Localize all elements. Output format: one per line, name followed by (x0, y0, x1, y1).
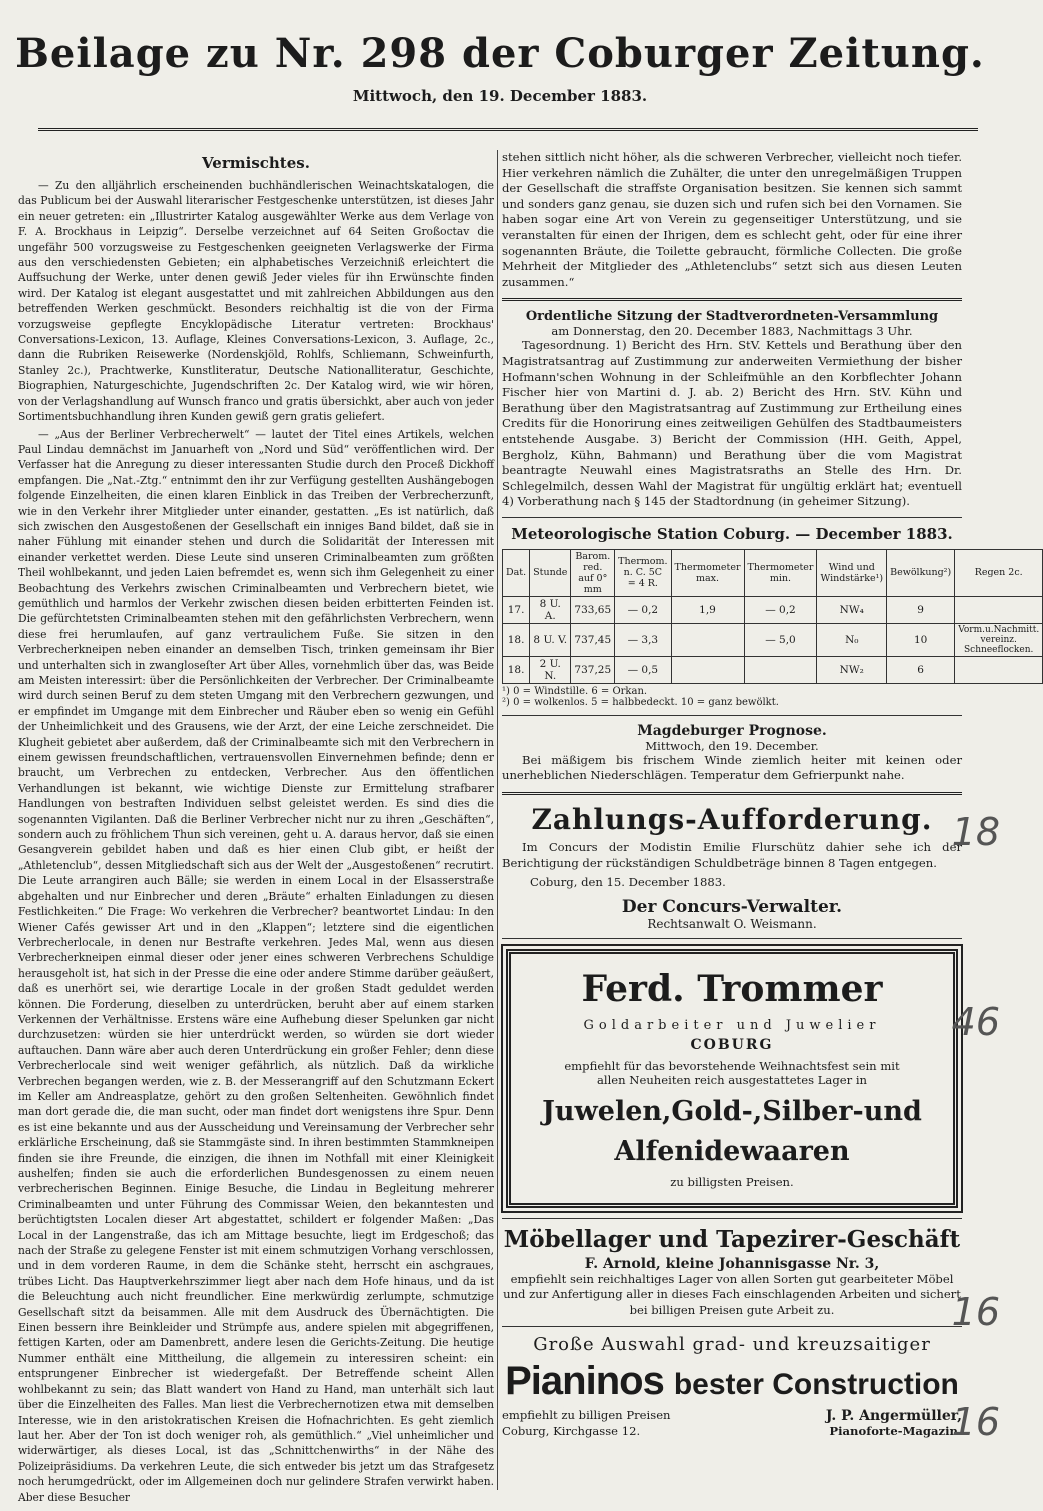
forecast (502, 723, 962, 784)
divider (502, 715, 962, 716)
advert-owner: F. Arnold, kleine Johannisgasse Nr. 3, (584, 1255, 880, 1272)
weather-note: ¹) 0 = Windstille. 6 = Orkan. (502, 685, 648, 697)
payment-heading: Zahlungs-Aufforderung. (531, 803, 933, 837)
article-body (18, 178, 494, 1505)
divider (502, 938, 962, 939)
col-header: Thermometer max. (671, 549, 744, 596)
col-header: Thermometer min. (744, 549, 817, 596)
cell: 8 U. V. (530, 623, 571, 656)
weather-heading: Meteorologische Station Coburg. — December 1883. (511, 524, 953, 543)
article-paragraph: — „Aus der Berliner Verbrecherwelt“ — lautet der Titel eines Artikels, welchen Paul Lindau demnächst im Januarheft von „Nord und Süd“ veröffentlichen wird. Der Verfasser hat die Anregung zu dieser interessanten Studie durch den Proceß Dickhoff empfangen. Die „Nat.-Ztg.“ entnimmt den ihr zur Verfügung gestellten Aushängebogen folgende Einzelheiten, die einen klaren Einblick in das Treiben der Verbrecherzunft, wie in den Verkehr ihrer Mitglieder unter einander, gestatten. „Es ist natürlich, daß sich zwischen den Ausgestoßenen der Gesellschaft ein inniges Band bildet, daß sie in naher Fühlung mit einander stehen und durch die Solidarität der Interessen mit einander verkettet werden. Diese Leute sind unseren Criminalbeamten zum größten Theil wohlbekannt, und jeden Laien befremdet es, wenn sich ihm Gelegenheit zu einer Beobachtung des Verkehrs zwischen Criminalbeamten und Verbrechern bietet, wie gemüthlich und harmlos der Verkehr zwischen diesen beiden erbitterten Feinden ist. Die gefürchtetsten Criminalbeamten stehen mit den gefährlichsten Verbrechern, wenn diese frei herumlaufen, auf ganz vertraulichem Fuße. Sie sitzen in den Verbrecherkneipen neben einander an demselben Tisch, trinken gemeinsam ihr Bier und unterhalten sich in zwangloseſter Art über Alles, vornehmlich über das, was Beide am Meisten interessirt: über die Persönlichkeiten der Verbrecher. Der Criminalbeamte wird durch seinen Beruf zu dem steten Umgang mit den Verbrechern gezwungen, und er empfindet im Umgange mit dem Einbrecher und Räuber eben so wenig ein Gefühl der Unheimlichkeit und des Grausens, wie der Arzt, der eine Leiche zerschneidet. Die Klugheit gebietet aber außerdem, daß der Criminalbeamte sich mit den Verbrechern in einem gewissen freundschaftlichen, vertrauensvollen Einvernehmen befinde; denn er braucht, um Verbrechen zu entdecken, Verbrecher. Aus den öffentlichen Verhandlungen ist bekannt, wie wichtige Dienste zur Ermittelung strafbarer Handlungen von bestraften Individuen selbst geleistet werden. Es sind dies die sogenannten Vigilanten. Daß die Berliner Verbrecher nicht nur zu ihren „Geschäften“, sondern auch zu fröhlichem Thun sich vereinen, geht u. A. daraus hervor, daß sie einen Gesangverein gebildet haben und daß es hier einen Club gibt, er heißt der „Athletenclub“, dessen Mitgliedschaft sich aus der Welt der „Ausgestoßenen“ recrutirt. Die Leute arrangiren auch Bälle; sie werden in einem Local in der Elsasserstraße abgehalten und nur Einbrecher und deren „Bräute“ erhalten Einladungen zu diesen Festlichkeiten.“ Die Frage: Wo verkehren die Verbrecher? beantwortet Lindau: In den Wiener Cafés gewisser Art und in den „Klappen“; letztere sind die eigentlichen Verbrecherlocale, in denen nur Bestrafte verkehren. Jedes Mal, wenn aus diesen Verbrecherkneipen einmal dieser oder jener eines schweren Verbrechens Schuldige herausgeholt ist, hat sich in der Presse die eine oder andere Stimme darüber geäußert, daß es unerhört sei, wie derartige Locale in der großen Stadt geduldet werden können. Die Forderung, dieselben zu unterdrücken, beruht aber auf einem starken Verkennen der Verhältnisse. Erstens wäre eine Aufhebung dieser Spelunken gar nicht durchzusetzen: würden sie hier unterdrückt werden, so würden sie dort wieder auftauchen. Dann wäre aber auch deren Unterdrückung ein großer Fehler; denn diese Verbrecherlocale sind weit weniger gefährlich, als nützlich. Daß da wirkliche Verbrechen begangen werden, wie z. B. der Messerangriff auf den Schutzmann Eckert im Keller am Andreasplatze, gehört zu den großen Seltenheiten. Gewöhnlich findet man dort gerade die, die man sucht, oder man findet dort wenigstens ihre Spur. Denn es ist eine bekannte und aus der Ausscheidung und Vereinsamung der Verbrecher sehr erklärliche Erscheinung, daß sie Stammgäste sind. In ihren bestimmten Stammkneipen finden sie ihre Freunde, die einzigen, die ihnen im Nothfall mit einer Kleinigkeit aushelfen; finden sie auch die erforderlichen Bundesgenossen zu einem neuen verbrecherischen Beginnen. Einige Besuche, die Lindau in Begleitung mehrerer Criminalbeamten und unter Führung des Commissar Weien, den bekanntesten und berüchtigtsten Localen dieser Art abgestattet, schildert er folgender Maßen: „Das Local in der Langenstraße, das ich am Mittage besuchte, liegt im Erdgeschoß; das nach der Straße zu gelegene Fenster ist mit einem schmutzigen Vorhang verschlossen, und in dem vorderen Raume, in dem die Schänke steht, herrscht ein aschgraues, trübes Licht. Das Hauptverkehrszimmer liegt aber nach dem Hofe hinaus, und da ist die Beleuchtung auch nicht freundlicher. Eine merkwürdig zerlumpte, schmutzige Gesellschaft sitzt da beisammen. Alle mit dem Ausdruck des Übernächtigten. Die Einen bessern ihre Beinkleider und Strümpfe aus, andere spielen mit abgegriffenen, fettigen Karten, oder am Damenbrett, andere lesen die Gerichts-Zeitung. Die heutige Nummer enthält eine Mittheilung, die allgemein zu interessiren scheint: ein entsprungener Einbrecher ist wiedergefaßt. Der Betreffende scheint Allen wohlbekannt zu sein; das Blatt wandert von Hand zu Hand, man unterhält sich laut über die Einzelheiten des Falles. Man liest die Verbrechernotizen etwa mit demselben Interesse, wie in den aristokratischen Kreisen die Hofnachrichten. Es geht ziemlich laut her. Aber der Ton ist doch weniger roh, als gemüthlich.“ „Viel unheimlicher und widerwärtiger, als dieses Local, ist das „Schnittchenwirths“ in der Nähe des Polizeipräsidiums. Da verkehren Leute, die sich entweder bis jetzt um das Strafgesetz noch herumgedrückt, oder im Allgemeinen doch nur gelindere Strafen verwirkt haben. Aber diese Besucher (18, 427, 494, 1504)
column-divider (497, 150, 498, 1490)
cell: — 0,2 (615, 596, 671, 623)
cell (955, 656, 1043, 683)
advert-address: Coburg, Kirchgasse 12. (502, 1423, 641, 1438)
article-paragraph: — Zu den alljährlich erscheinenden buchhändlerischen Weinachtskatalogen, die das Publicum bei der Auswahl literarischer Festgeschenke unterstützen, ist dieses Jahr ein neuer getreten: ein „Illustrirter Katalog ausgewählter Werke aus dem Verlage von F. A. Brockhaus in Leipzig“. Derselbe verzeichnet auf 64 Seiten Großoctav die ungefähr 500 vorzugsweise zu Festgeschenken geeigneten Verlagswerke der Firma aus den verschiedensten Gebieten; ein alphabetisches Verzeichniß erleichtert die Auffsuchung der Werke, unter denen gewiß Jeder vieles für ihn Erwünschte finden wird. Der Katalog ist elegant ausgestattet und mit zahlreichen Abbildungen aus den betreffenden Werken geschmückt. Besonders reichhaltig ist die von der Firma vorzugsweise gepflegte Encyklopädische Literatur vertreten: Brockhaus' Conversations-Lexicon, 13. Auflage, Kleines Conversations-Lexicon, 3. Auflage, 2c., dann die Rubriken Reisewerke (Nordenskjöld, Rohlfs, Schliemann, Schweinfurth, Stanley 2c.), Prachtwerke, Kunstliteratur, Deutsche Nationalliteratur, Geschichte, Biographien, Naturgeschichte, Jugendschriften 2c. Der Katalog wird, wie wir hören, von der Verlagshandlung auf Wunsch franco und gratis übersichkt, aber auch von jeder Sortimentsbuchhandlung ihren Kunden gewiß gern gratis geliefert. (18, 179, 494, 424)
advert-footer (502, 1408, 962, 1424)
table-row (503, 623, 1043, 656)
article-continuation: stehen sittlich nicht höher, als die schweren Verbrecher, vielleicht noch tiefer. Hier verkehren nämlich die Zuhälter, die unter den unregelmäßigen Truppen der Gesellschaft die straffste Organisation besitzen. Sie kennen sich sammt und sonders ganz genau, sie duzen sich und rufen sich bei den Vornamen. Sie haben sogar eine Art von Verein zu gegenseitiger Unterstützung, und sie veranstalten für einen der Ihrigen, dem es schlecht geht, oder für eine ihrer sogenannten Bräute, die Toilette gebraucht, förmliche Collecten. Die große Mehrheit der Mitglieder des „Athletenclubs“ setzt sich aus diesen Leuten zusammen.“ (502, 150, 962, 289)
section-heading: Vermischtes. (202, 154, 310, 172)
masthead-rule (38, 128, 978, 131)
advert-goods: Alfenidewaaren (614, 1135, 850, 1167)
cell: NW₄ (817, 596, 887, 623)
col-header: Thermom. n. C. 5C = 4 R. (615, 549, 671, 596)
cell: Vorm.u.Nachmitt. vereinz. Schneeflocken. (955, 623, 1043, 656)
advert-shop: Pianoforte-Magazin. (829, 1423, 962, 1438)
council-date: am Donnerstag, den 20. December 1883, Nachmittags 3 Uhr. (551, 324, 913, 339)
advert-line: empfiehlt für das bevorstehende Weihnachtsfest sein mit (564, 1058, 900, 1073)
col-header: Barom. red. auf 0° mm (571, 549, 615, 596)
newspaper-title: Beilage zu Nr. 298 der Coburger Zeitung. (15, 30, 985, 77)
cell: — 3,3 (615, 623, 671, 656)
council-heading: Ordentliche Sitzung der Stadtverordneten-Versammlung (525, 309, 939, 325)
col-header: Stunde (530, 549, 571, 596)
advert-heading: Möbellager und Tapezirer-Geschäft (503, 1225, 961, 1253)
col-header: Bewölkung²) (887, 549, 955, 596)
payment-lawyer: Rechtsanwalt O. Weismann. (647, 916, 817, 931)
divider (502, 298, 962, 301)
piano-advert (502, 1334, 962, 1438)
cell (744, 656, 817, 683)
cell: — 0,5 (615, 656, 671, 683)
arnold-advert (502, 1226, 962, 1319)
margin-note: 18 (951, 810, 1000, 854)
cell (955, 596, 1043, 623)
payment-text: Im Concurs der Modistin Emilie Flurschütz dahier sehe ich der Berichtigung der rückständigen Schuldbeträge binnen 8 Tagen entgegen. (502, 840, 962, 870)
advert-line: allen Neuheiten reich ausgestattetes Lager in (596, 1072, 868, 1087)
cell: 737,25 (571, 656, 615, 683)
col-header: Wind und Windstärke¹) (817, 549, 887, 596)
cell: NW₂ (817, 656, 887, 683)
cell: N₀ (817, 623, 887, 656)
margin-note: 46 (951, 1000, 1000, 1044)
advert-big: Pianinos (505, 1358, 664, 1403)
cell: 737,45 (571, 623, 615, 656)
council-notice (502, 309, 962, 510)
divider (502, 1218, 962, 1219)
cell: 17. (503, 596, 530, 623)
payment-place: Coburg, den 15. December 1883. (530, 875, 726, 890)
margin-note: 16 (951, 1400, 1000, 1444)
cell: 733,65 (571, 596, 615, 623)
advert-goods: Juwelen,Gold-,Silber-und (542, 1095, 922, 1127)
forecast-heading: Magdeburger Prognose. (637, 722, 827, 739)
cell: 1,9 (671, 596, 744, 623)
advert-name: Ferd. Trommer (581, 967, 883, 1010)
cell: 8 U. A. (530, 596, 571, 623)
advert-big-sub: bester Construction (673, 1367, 959, 1401)
forecast-text: Bei mäßigem bis frischem Winde ziemlich heiter mit keinen oder unerheblichen Niederschlägen. Temperatur dem Gefrierpunkt nahe. (502, 752, 962, 783)
advert-price: zu billigsten Preisen. (670, 1174, 794, 1189)
advert-text: empfiehlt sein reichhaltiges Lager von allen Sorten gut gearbeiteter Möbel und zur Anfertigung aller in dieses Fach einschlagenden Arbeiten und sichert bei billigen Preisen gute Arbeit zu. (503, 1271, 961, 1318)
cell: — 0,2 (744, 596, 817, 623)
advert-seller: J. P. Angermüller, (825, 1407, 962, 1424)
cell (671, 623, 744, 656)
weather-table (502, 549, 1043, 684)
margin-note: 16 (951, 1290, 1000, 1334)
advert-trade: Goldarbeiter und Juwelier (583, 1017, 881, 1033)
cell: 10 (887, 623, 955, 656)
divider (502, 792, 962, 795)
cell: 9 (887, 596, 955, 623)
issue-date: Mittwoch, den 19. December 1883. (352, 87, 648, 105)
col-header: Regen 2c. (955, 549, 1043, 596)
left-column (18, 150, 494, 1504)
masthead (0, 30, 1000, 105)
divider (502, 1326, 962, 1327)
advert-line: Große Auswahl grad- und kreuzsaitiger (533, 1333, 931, 1355)
advert-city: COBURG (690, 1036, 774, 1053)
table-row (503, 656, 1043, 683)
cell: 2 U. N. (530, 656, 571, 683)
advert-headline (502, 1359, 962, 1404)
weather-report (502, 524, 1040, 708)
col-header: Dat. (503, 549, 530, 596)
payment-signature: Der Concurs-Verwalter. (621, 896, 843, 917)
weather-note: ²) 0 = wolkenlos. 5 = halbbedeckt. 10 = ganz bewölkt. (502, 696, 779, 708)
forecast-date: Mittwoch, den 19. December. (645, 738, 819, 753)
cell (671, 656, 744, 683)
trommer-advert (506, 949, 958, 1208)
advert-footer (502, 1424, 962, 1438)
council-agenda: Tagesordnung. 1) Bericht des Hrn. StV. Kettels und Berathung über den Magistratsantrag auf Zustimmung zur anderweiten Vermiethung der bisher Hofmann'schen Wohnung in der Schleifmühle an den Korbflechter Johann Fischer hier von Martini d. J. ab. 2) Bericht des Hrn. StV. Kühn und Berathung über den Magistratsantrag auf Zustimmung zur Ertheilung eines Credits für die Honorirung eines zeitweiligen Gehülfen des Stadtbaumeisters entstehende Ausgabe. 3) Bericht der Commission (HH. Geith, Appel, Bergholz, Kühn, Bahmann) und Berathung über die vom Magistrat beantragte Neuwahl eines Magistratsraths an Stelle des Hrn. Dr. Schlegelmilch, dessen Wahl der Magistrat für ungültig erklärt hat; eventuell 4) Vorberathung nach § 145 der Stadtordnung (in geheimer Sitzung). (502, 338, 962, 509)
cell: 6 (887, 656, 955, 683)
cell: 18. (503, 656, 530, 683)
payment-notice (502, 803, 962, 931)
advert-recommend: empfiehlt zu billigen Preisen (502, 1407, 671, 1422)
cell: — 5,0 (744, 623, 817, 656)
divider (502, 517, 962, 518)
table-row (503, 596, 1043, 623)
cell: 18. (503, 623, 530, 656)
